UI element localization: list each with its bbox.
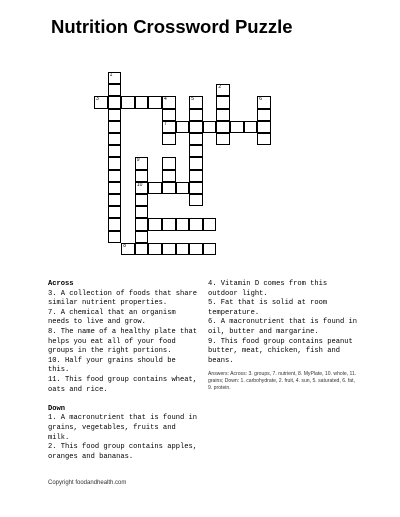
crossword-cell <box>108 133 122 145</box>
crossword-cell <box>108 109 122 121</box>
across-heading: Across <box>48 280 74 288</box>
crossword-cell <box>189 182 203 194</box>
crossword-cell <box>135 96 149 108</box>
crossword-cell <box>189 194 203 206</box>
clue-number: 7 <box>164 120 167 127</box>
crossword-cell <box>189 157 203 169</box>
crossword-cell <box>176 218 190 230</box>
crossword-cell <box>189 133 203 145</box>
answer-key: Answers: Across: 3. groups, 7. nutrient, 8. MyPlate, 10. whole, 11. grains; Down: 1. carbohydrate, 2. fruit, 4. sun, 5. saturated, 6. fat, 9. protein. <box>208 371 357 391</box>
crossword-cell <box>121 96 135 108</box>
clues-left-column <box>48 280 198 462</box>
across-clue-10: 10. Half your grains should be this. <box>48 356 176 375</box>
crossword-cell <box>203 243 217 255</box>
crossword-cell <box>148 218 162 230</box>
crossword-cell <box>257 109 271 121</box>
crossword-cell <box>108 121 122 133</box>
crossword-cell <box>203 121 217 133</box>
crossword-cell <box>162 218 176 230</box>
clue-number: 4 <box>164 96 167 103</box>
down-heading: Down <box>48 404 66 413</box>
crossword-cell <box>148 182 162 194</box>
crossword-cell <box>135 243 149 255</box>
crossword-cell <box>108 157 122 169</box>
crossword-cell <box>162 96 176 108</box>
crossword-cell <box>108 231 122 243</box>
crossword-cell <box>108 84 122 96</box>
crossword-cell <box>216 96 230 108</box>
copyright-text: Copyright foodandhealth.com <box>48 480 127 486</box>
crossword-cell <box>162 109 176 121</box>
crossword-cell <box>135 182 149 194</box>
crossword-cell <box>162 170 176 182</box>
clue-number: 10 <box>136 181 143 188</box>
crossword-cell <box>108 182 122 194</box>
crossword-cell <box>216 84 230 96</box>
crossword-cell <box>189 96 203 108</box>
crossword-cell <box>176 243 190 255</box>
crossword-cell <box>162 243 176 255</box>
clue-number: 9 <box>136 157 140 164</box>
crossword-cell <box>135 231 149 243</box>
crossword-cell <box>189 121 203 133</box>
crossword-cell <box>216 109 230 121</box>
clue-number: 2 <box>218 84 222 91</box>
crossword-cell <box>108 145 122 157</box>
crossword-cell <box>135 170 149 182</box>
across-clue-11: 11. This food group contains wheat, oats and rice. <box>48 375 197 394</box>
crossword-cell <box>162 182 176 194</box>
crossword-cell <box>135 206 149 218</box>
clue-number: 3 <box>96 96 99 103</box>
crossword-cell <box>108 206 122 218</box>
crossword-cell <box>257 96 271 108</box>
crossword-cell <box>189 109 203 121</box>
crossword-cell <box>135 157 149 169</box>
clue-number: 6 <box>259 96 262 103</box>
down-clue-2: 2. This food group contains apples, oranges and bananas. <box>48 443 197 461</box>
clue-number: 5 <box>191 96 194 103</box>
clues-right-column <box>208 280 358 396</box>
crossword-cell <box>108 96 122 108</box>
down-clue-5: 5. Fat that is solid at room temperature. <box>208 299 328 317</box>
clue-number: 8 <box>123 242 126 249</box>
crossword-cell <box>135 218 149 230</box>
crossword-cell <box>230 121 244 133</box>
crossword-cell <box>176 182 190 194</box>
crossword-cell <box>148 243 162 255</box>
crossword-cell <box>189 145 203 157</box>
crossword-cell <box>216 121 230 133</box>
crossword-cell <box>148 96 162 108</box>
crossword-cell <box>189 243 203 255</box>
crossword-cell <box>189 170 203 182</box>
crossword-cell <box>162 157 176 169</box>
down-clue-6: 6. A macronutrient that is found in oil, butter and margarine. <box>208 318 357 336</box>
down-clue-4: 4. Vitamin D comes from this outdoor light. <box>208 280 328 298</box>
page-title: Nutrition Crossword Puzzle <box>51 16 293 37</box>
crossword-cell <box>176 121 190 133</box>
across-clue-7: 7. A chemical that an organism needs to live and grow. <box>48 308 176 327</box>
across-clue-3: 3. A collection of foods that share similar nutrient properties. <box>48 289 197 308</box>
clue-number: 1 <box>109 72 113 78</box>
down-clue-1: 1. A macronutrient that is found in grains, vegetables, fruits and milk. <box>48 414 197 442</box>
crossword-cell <box>244 121 258 133</box>
crossword-cell <box>162 133 176 145</box>
crossword-cell <box>216 133 230 145</box>
across-clue-8: 8. The name of a healthy plate that helps you eat all of your food groups in the right portions. <box>48 327 197 356</box>
crossword-cell <box>257 121 271 133</box>
down-clue-9: 9. This food group contains peanut butter, meat, chicken, fish and beans. <box>208 337 353 365</box>
crossword-cell <box>108 170 122 182</box>
crossword-cell <box>108 194 122 206</box>
crossword-cell <box>135 194 149 206</box>
crossword-cell <box>257 133 271 145</box>
crossword-cell <box>94 96 108 108</box>
crossword-cell <box>162 121 176 133</box>
crossword-cell <box>108 72 122 84</box>
crossword-cell <box>203 218 217 230</box>
crossword-cell <box>189 218 203 230</box>
crossword-cell <box>108 218 122 230</box>
crossword-cell <box>121 243 135 255</box>
